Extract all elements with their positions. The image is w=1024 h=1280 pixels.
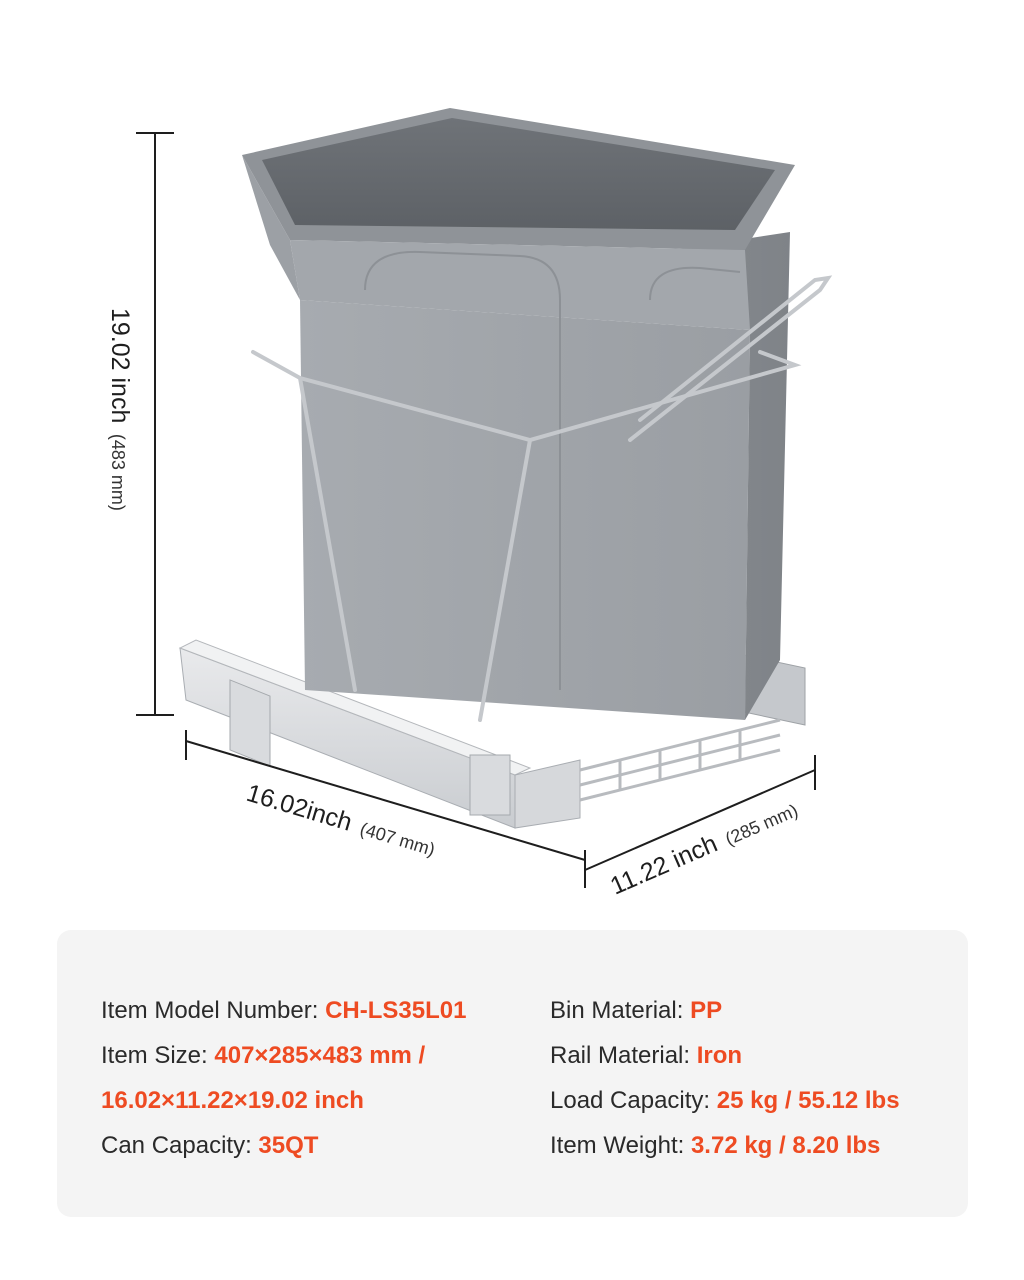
spec-column-right (550, 988, 950, 1168)
spec-value: CH-LS35L01 (325, 997, 467, 1024)
spec-value: 16.02×11.22×19.02 inch (101, 1087, 364, 1114)
spec-item-weight (550, 1123, 950, 1168)
spec-value: 35QT (258, 1132, 319, 1159)
spec-value: PP (690, 997, 723, 1024)
spec-item-size-inch (101, 1078, 541, 1123)
svg-text:16.02inch (407 mm) (243, 779, 439, 862)
spec-label: Item Weight: (550, 1132, 691, 1159)
spec-bin-material (550, 988, 950, 1033)
spec-label: Rail Material: (550, 1042, 697, 1069)
spec-value: 25 kg / 55.12 lbs (716, 1087, 900, 1114)
length-metric-label: (407 mm) (357, 818, 438, 860)
spec-label: Item Size: (101, 1042, 215, 1069)
spec-label: Load Capacity: (550, 1087, 717, 1114)
spec-column-left (101, 988, 541, 1168)
spec-value: Iron (696, 1042, 743, 1069)
gray-trash-bin (242, 108, 795, 720)
spec-label: Item Model Number: (101, 997, 326, 1024)
width-label: 11.22 inch (606, 829, 722, 901)
height-label: 19.02 inch (106, 308, 134, 424)
specifications-panel (57, 930, 968, 1217)
height-metric-label: (483 mm) (108, 433, 128, 511)
width-metric-label: (285 mm) (722, 800, 801, 850)
spec-rail-material (550, 1033, 950, 1078)
spec-value: 407×285×483 mm / (214, 1042, 426, 1069)
length-label: 16.02inch (243, 778, 356, 837)
spec-label: Bin Material: (550, 997, 691, 1024)
spec-can-capacity (101, 1123, 541, 1168)
spec-value: 3.72 kg / 8.20 lbs (690, 1132, 881, 1159)
spec-item-size (101, 1033, 541, 1078)
wire-basket (580, 720, 780, 800)
spec-load-capacity (550, 1078, 950, 1123)
svg-text:19.02 inch (483 mm) (106, 308, 134, 511)
height-dimension (136, 133, 174, 715)
spec-label: Can Capacity: (101, 1132, 259, 1159)
spec-item-model-number (101, 988, 541, 1033)
